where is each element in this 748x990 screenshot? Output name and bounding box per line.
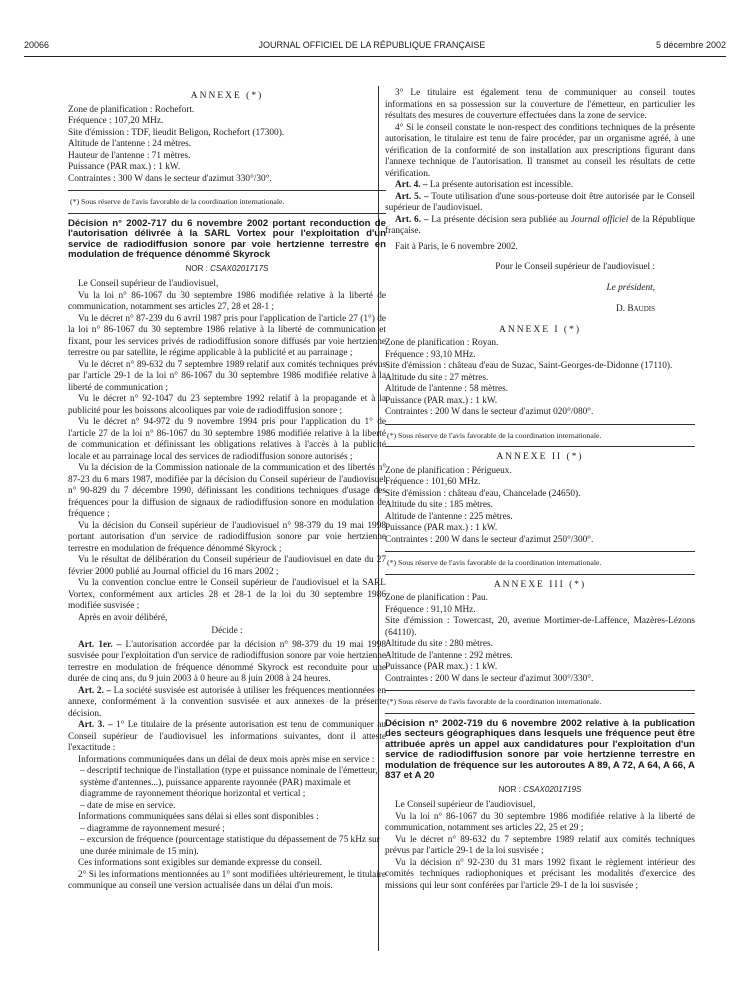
paragraph: Vu le décret n° 94-972 du 9 novembre 1994 pris pour l'application du 1° de l'article 27 de la loi n° 86-1067 du 30 septembre 1986 modifiée relative à la liberté de communication et définissant les obligations relatives à l'accès à la publicité locale et au parrainage local des services de radiodiffusion sonore autorisés ; — [68, 417, 386, 462]
annexe-line: Puissance (PAR max.) : 1 kW. — [385, 662, 498, 673]
annexe-line: Contraintes : 200 W dans le secteur d'azimut 020°/080°. — [385, 407, 594, 418]
page-header — [18, 40, 726, 54]
annexe-line: Puissance (PAR max.) : 1 kW. — [68, 162, 181, 172]
list-item: – descriptif technique de l'installation (type et puissance nominale de l'émetteur, système d'antennes...), puissance apparente rayonnée (PAR) maximale et diagramme de rayonnement théorique horizontal et vertical ; — [80, 766, 378, 799]
separator — [385, 551, 695, 552]
paragraph: Vu la décision du Conseil supérieur de l'audiovisuel n° 98-379 du 19 mai 1998 portant autorisation d'un service de radiodiffusion sonore par voie hertzienne terrestre en modulation de fréquence dénommé Skyrock ; — [68, 520, 386, 554]
article-2-label: Art. 2. – — [78, 685, 112, 696]
annexe-line: Contraintes : 200 W dans le secteur d'azimut 250°/300°. — [385, 534, 594, 545]
article-1-text: L'autorisation accordée par la décision n° 98-379 du 19 mai 1998 susvisée pour l'exploitation d'un service de radiodiffusion sonore par voie hertzienne terrestre en modulation de fréquence dénommé Skyrock est reconduite pour une durée de cinq ans, du 9 juin 2003 à 0 heure au 8 juin 2008 à 24 heures. — [68, 639, 387, 684]
annexe-line: Zone de planification : Pau. — [385, 593, 489, 604]
annexe-line: Altitude de l'antenne : 24 mètres. — [68, 139, 192, 149]
annexe-line: Site d'émission : Towercast, 20, avenue Mortimer-de-Laffence, Mazères-Lézons (64110). — [385, 616, 695, 638]
annexe-title: ANNEXE (*) — [190, 91, 264, 101]
nor-code: CSAX0201719S — [523, 784, 582, 794]
annexe-lines — [68, 105, 386, 186]
annexe-line: Contraintes : 300 W dans le secteur d'azimut 330°/30°. — [68, 173, 272, 184]
separator — [385, 446, 695, 447]
article-6-text-b: de la République française. — [385, 214, 696, 236]
article-1-label: Art. 1er. – — [78, 639, 122, 650]
paragraph: Le Conseil supérieur de l'audiovisuel, — [395, 800, 536, 811]
annexe-note: (*) Sous réserve de l'avis favorable de la coordination internationale. — [387, 430, 602, 440]
paragraph: Vu le décret n° 89-632 du 7 septembre 1989 relatif aux comités techniques prévus par l'article 29-1 de la loi n° 86-1067 du 30 septembre 1986 modifiée relative à la liberté de communication ; — [68, 359, 386, 393]
annexe-line: Altitude de l'antenne : 58 mètres. — [385, 384, 509, 395]
annexe-note: (*) Sous réserve de l'avis favorable de la coordination internationale. — [70, 197, 285, 206]
decision-title: Décision n° 2002-717 du 6 novembre 2002 portant reconduction de l'autorisation délivrée à la SARL Vortex pour l'exploitation d'un service de radiodiffusion sonore par voie hertzienne terrestre en modulation de fréquence dénommé Skyrock — [68, 217, 386, 260]
paragraph: Vu le décret n° 87-239 du 6 avril 1987 pris pour l'application de l'article 27 (1°) de la loi n° 86-1067 du 30 septembre 1986 relative à la liberté de communication et fixant, pour les services privés de radiodiffusion sonore diffusés par voie hertzienne terrestre ou par satellite, le régime applicable à la publicité et au parrainage ; — [68, 313, 386, 358]
annexe-line: Fréquence : 107,20 MHz. — [68, 116, 164, 126]
fait-a-paris: Fait à Paris, le 6 novembre 2002. — [395, 241, 518, 252]
article-4-text: La présente autorisation est incessible. — [427, 180, 574, 190]
decide-heading: Décide : — [211, 626, 243, 636]
article-6-text-a: La présente décision sera publiée au — [428, 214, 571, 225]
separator — [68, 190, 386, 191]
paragraph: Vu le décret n° 89-632 du 7 septembre 1989 relatif aux comités techniques prévus par l'article 29-1 de la loi susvisée ; — [385, 834, 695, 857]
annexe-title: ANNEXE I (*) — [498, 324, 582, 335]
annexe-line: Site d'émission : TDF, lieudit Beligon, Rochefort (17300). — [68, 127, 285, 138]
article-5-text: Toute utilisation d'une sous-porteuse doit être autorisée par le Conseil supérieur de l'audiovisuel. — [385, 191, 696, 213]
nor-code: CSAX0201717S — [210, 263, 269, 273]
paragraph: Vu le résultat de délibération du Conseil supérieur de l'audiovisuel en date du 27 février 2000 publié au Journal officiel du 16 mars 2002 ; — [68, 555, 386, 577]
article-2-text: La société susvisée est autorisée à utiliser les fréquences mentionnées en annexe, conformément à la convention susvisée et aux annexes de la présente décision. — [68, 685, 386, 719]
separator — [385, 424, 695, 425]
annexe-line: Fréquence : 91,10 MHz. — [385, 604, 476, 615]
list-item: – diagramme de rayonnement mesuré ; — [80, 823, 225, 834]
article-4-label: Art. 4. – — [395, 180, 428, 190]
annexe-line: Fréquence : 101,60 MHz. — [385, 477, 481, 488]
annexe-note: (*) Sous réserve de l'avis favorable de la coordination internationale. — [387, 697, 602, 707]
nor-reference — [68, 263, 386, 275]
annexe-line: Zone de planification : Rochefort. — [68, 104, 195, 115]
signature-title: Le président, — [606, 283, 655, 294]
annexe-line: Altitude de l'antenne : 225 mètres. — [385, 511, 513, 522]
paragraph: Vu la loi n° 86-1067 du 30 septembre 1986 modifiée relative à la liberté de communication, notamment ses articles 27, 28 et 28-1 ; — [68, 290, 386, 312]
signature-line-2 — [385, 283, 695, 295]
separator — [68, 213, 386, 214]
article-3 — [68, 720, 386, 755]
article-4 — [385, 180, 695, 192]
left-column — [68, 88, 386, 893]
separator — [385, 574, 695, 575]
annexe-title: ANNEXE II (*) — [496, 452, 584, 463]
annexe-title: ANNEXE III (*) — [493, 579, 587, 590]
right-column — [385, 88, 695, 892]
paragraph: Vu la décision n° 92-230 du 31 mars 1992 fixant le règlement intérieur des comités techniques radiophoniques et précisant les modalités d'exercice des missions qui leur sont conférées par l'article 29-1 de la loi susvisée ; — [385, 857, 695, 891]
annexe-line: Altitude du site : 185 mètres. — [385, 500, 493, 511]
article-6-label: Art. 6. – — [395, 214, 429, 225]
annexe-line: Contraintes : 200 W dans le secteur d'azimut 300°/330°. — [385, 673, 594, 684]
paragraph: Vu la loi n° 86-1067 du 30 septembre 1986 modifiée relative à la liberté de communication, notamment ses articles 22, 25 et 29 ; — [385, 811, 695, 834]
article-5 — [385, 192, 695, 215]
annexe-line: Site d'émission : château d'eau, Chancelade (24650). — [385, 488, 581, 499]
annexe-line: Hauteur de l'antenne : 71 mètres. — [68, 150, 191, 161]
annexe-line: Altitude du site : 27 mètres. — [385, 372, 489, 383]
article-2 — [68, 686, 386, 721]
annexe-line: Zone de planification : Périgueux. — [385, 465, 512, 476]
annexe-line: Zone de planification : Royan. — [385, 338, 499, 349]
paragraph: Vu le décret n° 92-1047 du 23 septembre 1992 relatif à la propagande et à la publicité pour les boissons alcooliques par voie de radiodiffusion sonore ; — [68, 394, 386, 416]
article-6 — [385, 215, 695, 238]
annexe-line: Site d'émission : château d'eau de Suzac, Saint-Georges-de-Didonne (17110). — [385, 361, 673, 372]
paragraph: Après en avoir délibéré, — [78, 612, 168, 623]
nor-reference — [385, 784, 695, 796]
exigible-note: Ces informations sont exigibles sur demande expresse du conseil. — [78, 858, 322, 868]
signature-name: D. Baudis — [616, 303, 655, 314]
paragraph-4: 4° Si le conseil constate le non-respect des conditions techniques de la présente autorisation, le titulaire est tenu de faire procéder, par un organisme agréé, à une vérification de la conformité de son installation aux prescriptions figurant dans l'annexe technique de l'autorisation. Il transmet au conseil les résultats de cette vérification. — [385, 122, 695, 179]
decision-2-title: Décision n° 2002-719 du 6 novembre 2002 relative à la publication des secteurs géographiques dans lesquels une fréquence peut être attribuée après un appel aux candidatures pour l'exploitation d'un service de radiodiffusion sonore par voie hertzienne terrestre en modulation de fréquence sur les autoroutes A 89, A 72, A 64, A 66, A 837 et A 20 — [385, 717, 695, 782]
article-3-text: 1° Le titulaire de la présente autorisation est tenu de communiquer au Conseil supérieur de l'audiovisuel les informations suivantes, dont il atteste l'exactitude : — [68, 720, 386, 753]
annexe-note: (*) Sous réserve de l'avis favorable de la coordination internationale. — [387, 558, 602, 568]
header-rule — [24, 56, 726, 57]
annexe-line: Puissance (PAR max.) : 1 kW. — [385, 395, 498, 406]
list-item: – date de mise en service. — [80, 800, 176, 811]
article-1 — [68, 640, 386, 686]
nor-label: NOR : — [498, 784, 524, 794]
publication-date: 5 décembre 2002 — [655, 40, 726, 50]
annexe-line: Altitude du site : 280 mètres. — [385, 639, 493, 650]
paragraph: Le Conseil supérieur de l'audiovisuel, — [78, 279, 219, 289]
paragraph: Vu la décision de la Commission nationale de la communication et des libertés n° 87-23 du 6 mars 1987, modifiée par la décision du Conseil supérieur de l'audiovisuel n° 90-829 du 7 décembre 1990, définissant les conditions techniques d'usage des fréquences pour la diffusion de signaux de radiodiffusion sonore en modulation de fréquence ; — [68, 463, 386, 519]
page-number: 20066 — [24, 40, 50, 50]
annexe-line: Fréquence : 93,10 MHz. — [385, 349, 476, 360]
nor-label: NOR : — [185, 263, 211, 273]
separator — [385, 690, 695, 691]
paragraph-3: 3° Le titulaire est également tenu de communiquer au conseil toutes informations en sa possession sur la couverture de l'émetteur, en particulier les résultats des mesures de couverture effectuées dans la zone de service. — [385, 88, 695, 121]
info-delay: Informations communiquées dans un délai de deux mois après mise en service : — [78, 754, 375, 765]
paragraph-2: 2° Si les informations mentionnées au 1° sont modifiées ultérieurement, le titulaire communique au conseil une version actualisée dans un délai d'un mois. — [68, 869, 386, 891]
annexe-line: Altitude de l'antenne : 292 mètres. — [385, 650, 513, 661]
paragraph: Vu la convention conclue entre le Conseil supérieur de l'audiovisuel et la SARL Vortex, conformément aux articles 28 et 28-1 de la loi du 30 septembre 1986 modifiée susvisée ; — [68, 578, 386, 611]
annexe-line: Puissance (PAR max.) : 1 kW. — [385, 523, 498, 534]
signature-line-1: Pour le Conseil supérieur de l'audiovisuel : — [495, 262, 655, 273]
list-item: – excursion de fréquence (pourcentage statistique du dépassement de 75 kHz sur une durée minimale de 15 min). — [80, 835, 380, 857]
separator — [385, 713, 695, 714]
article-5-label: Art. 5. – — [395, 191, 429, 202]
journal-title: JOURNAL OFFICIEL DE LA RÉPUBLIQUE FRANÇAISE — [258, 40, 486, 50]
article-3-label: Art. 3. – — [78, 720, 113, 730]
journal-officiel-ref: Journal officiel — [570, 214, 629, 225]
info-nodelay: Informations communiquées sans délai si elles sont disponibles : — [78, 812, 319, 822]
